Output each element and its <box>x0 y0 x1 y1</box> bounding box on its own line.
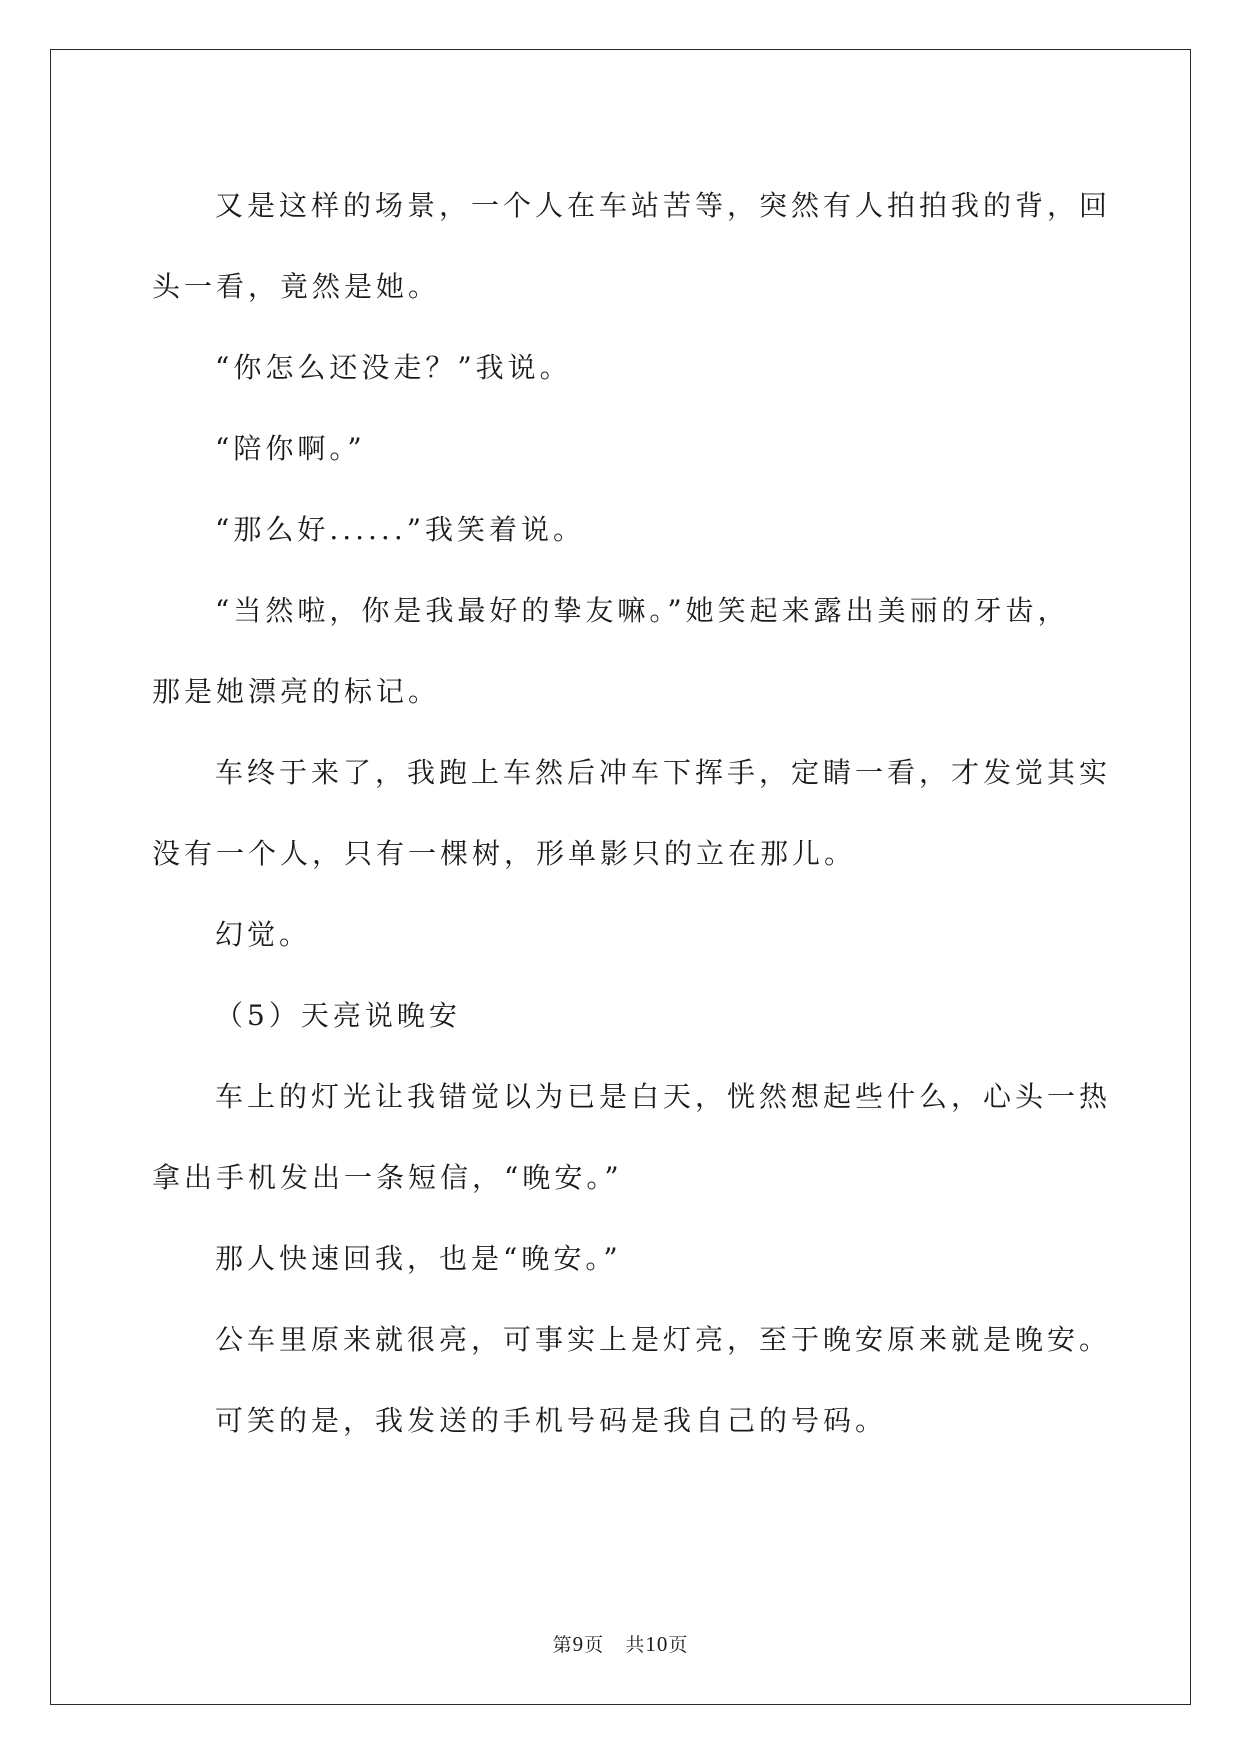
total-prefix: 共 <box>625 1634 646 1656</box>
paragraph-line: 头一看，竟然是她。 <box>152 270 441 303</box>
paragraph-line: 拿出手机发出一条短信，“晚安。” <box>152 1161 623 1194</box>
paragraph-line: 可笑的是，我发送的手机号码是我自己的号码。 <box>215 1404 888 1437</box>
paragraph-line: “你怎么还没走？”我说。 <box>215 351 572 384</box>
paragraph-line: 车终于来了，我跑上车然后冲车下挥手，定睛一看，才发觉其实 <box>215 756 1112 789</box>
total-suffix: 页 <box>668 1634 689 1656</box>
paragraph-line: 车上的灯光让我错觉以为已是白天，恍然想起些什么，心头一热 <box>215 1080 1112 1113</box>
paragraph-line: 没有一个人，只有一棵树，形单影只的立在那儿。 <box>152 837 857 870</box>
section-heading: （5）天亮说晚安 <box>215 999 461 1032</box>
page-prefix: 第 <box>552 1634 573 1656</box>
paragraph-line: 幻觉。 <box>215 918 312 951</box>
paragraph-line: 又是这样的场景，一个人在车站苦等，突然有人拍拍我的背，回 <box>215 189 1112 222</box>
total-pages: 10 <box>645 1632 669 1656</box>
page-suffix: 页 <box>584 1634 605 1656</box>
page-number: 9 <box>572 1632 585 1656</box>
paragraph-line: “陪你啊。” <box>215 432 366 465</box>
paragraph-line: 那人快速回我，也是“晚安。” <box>215 1242 622 1275</box>
paragraph-line: 公车里原来就很亮，可事实上是灯亮，至于晚安原来就是晚安。 <box>215 1323 1112 1356</box>
page-footer <box>0 1630 1241 1657</box>
paragraph-line: “当然啦，你是我最好的挚友嘛。”她笑起来露出美丽的牙齿， <box>215 594 1070 627</box>
paragraph-line: “那么好......”我笑着说。 <box>215 513 586 546</box>
paragraph-line: 那是她漂亮的标记。 <box>152 675 441 708</box>
document-body <box>152 165 1112 1461</box>
